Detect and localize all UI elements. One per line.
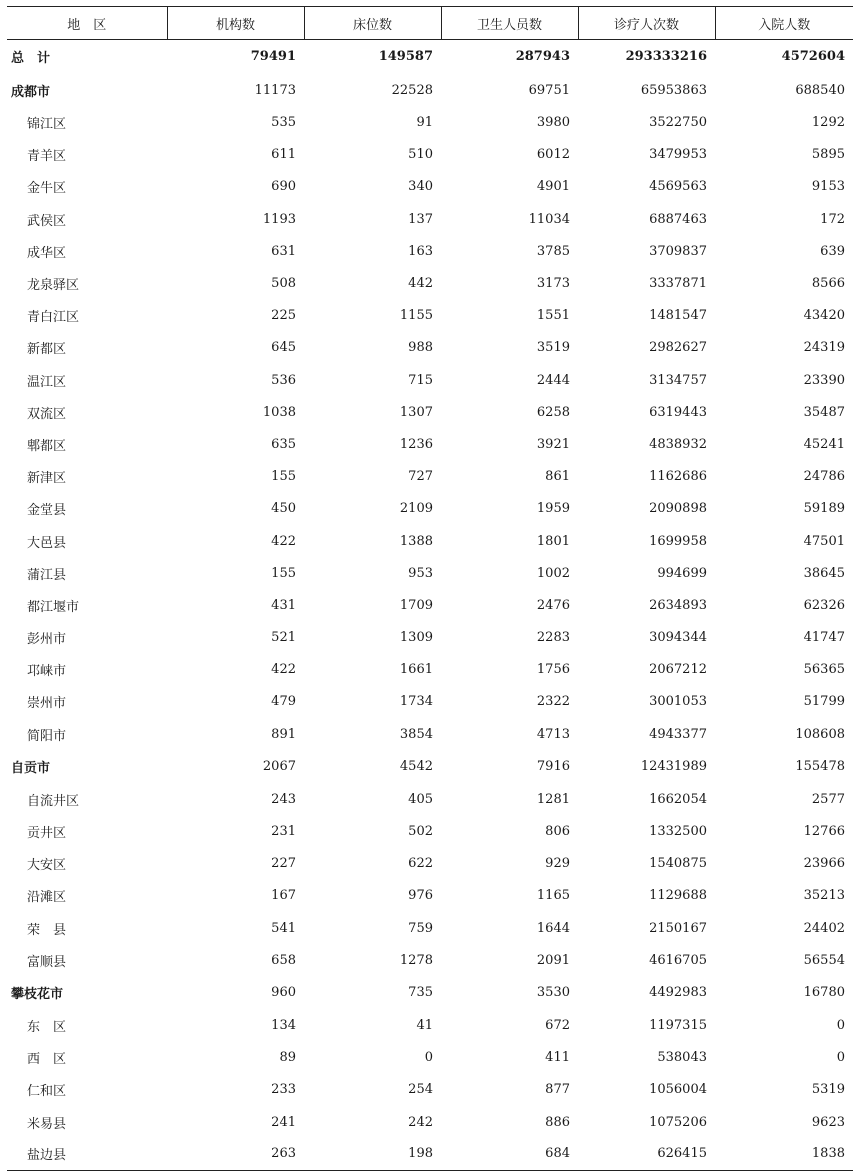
health-statistics-table xyxy=(7,6,853,1171)
visits-cell: 3134757 xyxy=(649,372,707,388)
institutions-cell: 611 xyxy=(271,147,296,163)
institutions-cell: 631 xyxy=(271,243,296,259)
health-personnel-cell: 861 xyxy=(545,469,570,485)
admissions-cell: 9153 xyxy=(811,179,845,195)
region-name: 沿滩区 xyxy=(27,890,67,906)
region-name: 彭州市 xyxy=(27,632,67,648)
table-row xyxy=(7,267,853,299)
table-row xyxy=(7,461,853,493)
beds-cell: 442 xyxy=(408,276,433,292)
region-name: 大邑县 xyxy=(27,535,67,551)
region-name: 青白江区 xyxy=(27,310,80,326)
region-name: 米易县 xyxy=(27,1116,67,1132)
table-row xyxy=(7,944,853,976)
health-personnel-cell: 886 xyxy=(545,1114,570,1130)
health-personnel-cell: 3519 xyxy=(536,340,570,356)
admissions-cell: 43420 xyxy=(803,308,845,324)
institutions-cell: 535 xyxy=(271,115,296,131)
institutions-cell: 225 xyxy=(271,308,296,324)
table-row xyxy=(7,1009,853,1041)
institutions-cell: 155 xyxy=(271,469,296,485)
institutions-cell: 227 xyxy=(271,856,296,872)
table-row xyxy=(7,718,853,750)
table-row xyxy=(7,848,853,880)
visits-cell: 6319443 xyxy=(649,404,707,420)
table-row xyxy=(7,1106,853,1138)
institutions-cell: 241 xyxy=(271,1114,296,1130)
region-name: 富顺县 xyxy=(27,954,67,970)
health-personnel-cell: 2444 xyxy=(536,372,570,388)
beds-cell: 91 xyxy=(416,115,433,131)
beds-cell: 622 xyxy=(408,856,433,872)
beds-cell: 502 xyxy=(408,824,433,840)
header-beds: 床位数 xyxy=(304,7,441,40)
institutions-cell: 79491 xyxy=(250,49,296,65)
region-name: 青羊区 xyxy=(27,149,67,165)
institutions-cell: 167 xyxy=(271,888,296,904)
beds-cell: 137 xyxy=(408,211,433,227)
visits-cell: 538043 xyxy=(657,1050,707,1066)
institutions-cell: 134 xyxy=(271,1017,296,1033)
health-personnel-cell: 6258 xyxy=(536,404,570,420)
admissions-cell: 62326 xyxy=(803,597,845,613)
region-name: 自流井区 xyxy=(27,793,80,809)
region-name: 蒲江县 xyxy=(27,567,67,583)
table-row xyxy=(7,589,853,621)
admissions-cell: 5319 xyxy=(811,1082,845,1098)
health-personnel-cell: 6012 xyxy=(536,147,570,163)
visits-cell: 1699958 xyxy=(649,533,707,549)
visits-cell: 2150167 xyxy=(649,920,707,936)
institutions-cell: 541 xyxy=(271,920,296,936)
visits-cell: 1197315 xyxy=(649,1017,707,1033)
visits-cell: 3522750 xyxy=(649,115,707,131)
table-row xyxy=(7,622,853,654)
table-row xyxy=(7,912,853,944)
table-row xyxy=(7,1042,853,1074)
header-institutions: 机构数 xyxy=(167,7,304,40)
table-row xyxy=(7,686,853,718)
beds-cell: 727 xyxy=(408,469,433,485)
admissions-cell: 59189 xyxy=(803,501,845,517)
beds-cell: 1307 xyxy=(399,404,433,420)
beds-cell: 1661 xyxy=(399,662,433,678)
institutions-cell: 960 xyxy=(271,985,296,1001)
institutions-cell: 508 xyxy=(271,276,296,292)
health-personnel-cell: 3785 xyxy=(536,243,570,259)
beds-cell: 988 xyxy=(408,340,433,356)
health-personnel-cell: 1644 xyxy=(536,920,570,936)
visits-cell: 3001053 xyxy=(649,694,707,710)
visits-cell: 2067212 xyxy=(649,662,707,678)
admissions-cell: 172 xyxy=(820,211,845,227)
institutions-cell: 645 xyxy=(271,340,296,356)
beds-cell: 254 xyxy=(408,1082,433,1098)
admissions-cell: 9623 xyxy=(811,1114,845,1130)
region-name: 都江堰市 xyxy=(27,599,80,615)
institutions-cell: 422 xyxy=(271,662,296,678)
visits-cell: 4838932 xyxy=(649,436,707,452)
health-personnel-cell: 1165 xyxy=(536,888,570,904)
beds-cell: 2109 xyxy=(399,501,433,517)
region-name: 新都区 xyxy=(27,342,67,358)
beds-cell: 41 xyxy=(416,1017,433,1033)
region-name: 简阳市 xyxy=(27,728,67,744)
beds-cell: 149587 xyxy=(378,49,433,65)
beds-cell: 759 xyxy=(408,920,433,936)
health-personnel-cell: 684 xyxy=(441,1138,578,1170)
admissions-cell: 0 xyxy=(836,1017,845,1033)
table-row xyxy=(7,332,853,364)
visits-cell: 994699 xyxy=(657,565,707,581)
visits-cell: 4943377 xyxy=(649,726,707,742)
beds-cell: 1734 xyxy=(399,694,433,710)
table-row xyxy=(7,364,853,396)
region-name: 金堂县 xyxy=(27,503,67,519)
health-personnel-cell: 2322 xyxy=(536,694,570,710)
health-personnel-cell: 2283 xyxy=(536,630,570,646)
admissions-cell: 51799 xyxy=(803,694,845,710)
health-personnel-cell: 3921 xyxy=(536,436,570,452)
institutions-cell: 1038 xyxy=(262,404,296,420)
region-name: 新津区 xyxy=(27,471,67,487)
table-row xyxy=(7,396,853,428)
beds-cell: 1155 xyxy=(399,308,433,324)
admissions-cell: 8566 xyxy=(811,276,845,292)
institutions-cell: 658 xyxy=(271,952,296,968)
visits-cell: 4492983 xyxy=(649,985,707,1001)
health-personnel-cell: 1756 xyxy=(536,662,570,678)
visits-cell: 1129688 xyxy=(649,888,707,904)
admissions-cell: 2577 xyxy=(811,791,845,807)
region-name: 总 计 xyxy=(11,51,51,67)
beds-cell: 3854 xyxy=(399,726,433,742)
institutions-cell: 243 xyxy=(271,791,296,807)
health-personnel-cell: 1002 xyxy=(536,565,570,581)
region-name: 崇州市 xyxy=(27,696,67,712)
region-name: 成都市 xyxy=(11,84,51,100)
visits-cell: 12431989 xyxy=(640,759,707,775)
visits-cell: 2982627 xyxy=(649,340,707,356)
visits-cell: 1540875 xyxy=(649,856,707,872)
city-row xyxy=(7,976,853,1009)
admissions-cell: 35213 xyxy=(803,888,845,904)
health-personnel-cell: 2476 xyxy=(536,597,570,613)
visits-cell: 626415 xyxy=(578,1138,715,1170)
admissions-cell: 108608 xyxy=(795,726,845,742)
beds-cell: 1709 xyxy=(399,597,433,613)
admissions-cell: 16780 xyxy=(803,985,845,1001)
admissions-cell: 23390 xyxy=(803,372,845,388)
visits-cell: 1662054 xyxy=(649,791,707,807)
region-name: 锦江区 xyxy=(27,117,67,133)
beds-cell: 976 xyxy=(408,888,433,904)
health-personnel-cell: 3980 xyxy=(536,115,570,131)
institutions-cell: 231 xyxy=(271,824,296,840)
health-personnel-cell: 2091 xyxy=(536,952,570,968)
table-row xyxy=(7,171,853,203)
table-row xyxy=(7,428,853,460)
table-row xyxy=(7,493,853,525)
health-personnel-cell: 672 xyxy=(545,1017,570,1033)
beds-cell: 1388 xyxy=(399,533,433,549)
visits-cell: 293333216 xyxy=(625,49,707,65)
institutions-cell: 690 xyxy=(271,179,296,195)
header-health-personnel: 卫生人员数 xyxy=(441,7,578,40)
admissions-cell: 24786 xyxy=(803,469,845,485)
table-row xyxy=(7,139,853,171)
visits-cell: 1075206 xyxy=(649,1114,707,1130)
institutions-cell: 479 xyxy=(271,694,296,710)
admissions-cell: 24319 xyxy=(803,340,845,356)
city-row xyxy=(7,74,853,107)
institutions-cell: 635 xyxy=(271,436,296,452)
health-personnel-cell: 1801 xyxy=(536,533,570,549)
region-name: 龙泉驿区 xyxy=(27,278,80,294)
institutions-cell: 155 xyxy=(271,565,296,581)
institutions-cell: 233 xyxy=(271,1082,296,1098)
region-name: 自贡市 xyxy=(11,761,51,777)
institutions-cell: 1193 xyxy=(262,211,296,227)
visits-cell: 4616705 xyxy=(649,952,707,968)
beds-cell: 163 xyxy=(408,243,433,259)
institutions-cell: 891 xyxy=(271,726,296,742)
admissions-cell: 24402 xyxy=(803,920,845,936)
table-row xyxy=(7,525,853,557)
health-personnel-cell: 7916 xyxy=(536,759,570,775)
beds-cell: 405 xyxy=(408,791,433,807)
visits-cell: 3479953 xyxy=(649,147,707,163)
region-name: 攀枝花市 xyxy=(11,987,64,1003)
health-personnel-cell: 287943 xyxy=(515,49,570,65)
header-region: 地 区 xyxy=(7,7,167,40)
institutions-cell: 263 xyxy=(167,1138,304,1170)
region-name: 武侯区 xyxy=(27,213,67,229)
table-row xyxy=(7,654,853,686)
beds-cell: 4542 xyxy=(399,759,433,775)
region-name: 盐边县 xyxy=(7,1138,167,1170)
header-row xyxy=(7,7,853,40)
institutions-cell: 422 xyxy=(271,533,296,549)
admissions-cell: 1292 xyxy=(811,115,845,131)
table-row xyxy=(7,557,853,589)
beds-cell: 1236 xyxy=(399,436,433,452)
region-name: 大安区 xyxy=(27,858,67,874)
admissions-cell: 4572604 xyxy=(781,49,845,65)
health-personnel-cell: 4901 xyxy=(536,179,570,195)
region-name: 仁和区 xyxy=(27,1084,67,1100)
beds-cell: 1309 xyxy=(399,630,433,646)
table-row xyxy=(7,880,853,912)
institutions-cell: 431 xyxy=(271,597,296,613)
region-name: 东 区 xyxy=(27,1019,67,1035)
health-personnel-cell: 929 xyxy=(545,856,570,872)
admissions-cell: 0 xyxy=(836,1050,845,1066)
admissions-cell: 12766 xyxy=(803,824,845,840)
institutions-cell: 11173 xyxy=(254,82,296,98)
visits-cell: 1481547 xyxy=(649,308,707,324)
health-personnel-cell: 11034 xyxy=(528,211,570,227)
table-row xyxy=(7,1138,853,1170)
visits-cell: 4569563 xyxy=(649,179,707,195)
beds-cell: 242 xyxy=(408,1114,433,1130)
region-name: 荣 县 xyxy=(27,922,67,938)
visits-cell: 1332500 xyxy=(649,824,707,840)
region-name: 邛崃市 xyxy=(27,664,67,680)
institutions-cell: 89 xyxy=(279,1050,296,1066)
beds-cell: 953 xyxy=(408,565,433,581)
table-row xyxy=(7,203,853,235)
institutions-cell: 450 xyxy=(271,501,296,517)
visits-cell: 6887463 xyxy=(649,211,707,227)
institutions-cell: 2067 xyxy=(262,759,296,775)
visits-cell: 1056004 xyxy=(649,1082,707,1098)
table-row xyxy=(7,300,853,332)
visits-cell: 3094344 xyxy=(649,630,707,646)
region-name: 温江区 xyxy=(27,374,67,390)
table-row xyxy=(7,783,853,815)
table-header xyxy=(7,7,853,40)
beds-cell: 340 xyxy=(408,179,433,195)
admissions-cell: 639 xyxy=(820,243,845,259)
health-personnel-cell: 1551 xyxy=(536,308,570,324)
health-personnel-cell: 4713 xyxy=(536,726,570,742)
health-personnel-cell: 411 xyxy=(545,1050,570,1066)
table-row xyxy=(7,815,853,847)
health-personnel-cell: 3530 xyxy=(536,985,570,1001)
header-visits: 诊疗人次数 xyxy=(578,7,715,40)
beds-cell: 735 xyxy=(408,985,433,1001)
table-body xyxy=(7,40,853,1171)
region-name: 双流区 xyxy=(27,406,67,422)
visits-cell: 2634893 xyxy=(649,597,707,613)
header-admissions: 入院人数 xyxy=(715,7,853,40)
health-personnel-cell: 1281 xyxy=(536,791,570,807)
admissions-cell: 155478 xyxy=(795,759,845,775)
table-row xyxy=(7,107,853,139)
admissions-cell: 688540 xyxy=(795,82,845,98)
beds-cell: 715 xyxy=(408,372,433,388)
region-name: 金牛区 xyxy=(27,181,67,197)
health-personnel-cell: 877 xyxy=(545,1082,570,1098)
institutions-cell: 521 xyxy=(271,630,296,646)
table-row xyxy=(7,235,853,267)
health-personnel-cell: 69751 xyxy=(528,82,570,98)
visits-cell: 3337871 xyxy=(649,276,707,292)
health-personnel-cell: 3173 xyxy=(536,276,570,292)
admissions-cell: 23966 xyxy=(803,856,845,872)
admissions-cell: 1838 xyxy=(715,1138,853,1170)
beds-cell: 22528 xyxy=(391,82,433,98)
visits-cell: 2090898 xyxy=(649,501,707,517)
visits-cell: 1162686 xyxy=(649,469,707,485)
institutions-cell: 536 xyxy=(271,372,296,388)
admissions-cell: 56365 xyxy=(803,662,845,678)
region-name: 西 区 xyxy=(27,1052,67,1068)
admissions-cell: 45241 xyxy=(803,436,845,452)
admissions-cell: 5895 xyxy=(811,147,845,163)
admissions-cell: 41747 xyxy=(803,630,845,646)
total-row xyxy=(7,40,853,74)
beds-cell: 198 xyxy=(304,1138,441,1170)
admissions-cell: 35487 xyxy=(803,404,845,420)
region-name: 成华区 xyxy=(27,245,67,261)
visits-cell: 65953863 xyxy=(640,82,707,98)
visits-cell: 3709837 xyxy=(649,243,707,259)
admissions-cell: 47501 xyxy=(803,533,845,549)
beds-cell: 1278 xyxy=(399,952,433,968)
health-personnel-cell: 806 xyxy=(545,824,570,840)
beds-cell: 510 xyxy=(408,147,433,163)
table-row xyxy=(7,1074,853,1106)
health-personnel-cell: 1959 xyxy=(536,501,570,517)
beds-cell: 0 xyxy=(424,1050,433,1066)
admissions-cell: 56554 xyxy=(803,952,845,968)
region-name: 贡井区 xyxy=(27,826,67,842)
city-row xyxy=(7,750,853,783)
region-name: 郫都区 xyxy=(27,438,67,454)
admissions-cell: 38645 xyxy=(803,565,845,581)
